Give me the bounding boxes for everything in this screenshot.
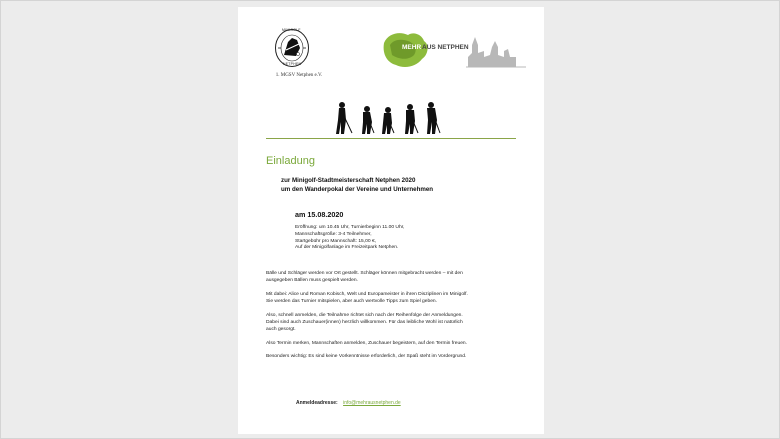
paragraph-line: Also, schnell anmelden, die Teilnahme richtet sich nach der Reihenfolge der Anmeldungen. (266, 313, 463, 318)
subtitle-line: zur Minigolf-Stadtmeisterschaft Netphen 2020 (281, 177, 416, 184)
detail-line: Startgebühr pro Mannschaft: 15,00 €, (295, 238, 377, 244)
event-date: am 15.08.2020 (295, 210, 344, 219)
divider-line (266, 138, 516, 139)
detail-line: Eröffnung: um 10.45 Uhr, Turnierbeginn 11.00 Uhr, (295, 225, 405, 230)
seal-top-text: MINIGOLF (282, 28, 301, 32)
paragraph-line: Also Termin merken, Mannschaften anmelden, Zuschauer begeistern, auf den Termin freuen. (266, 341, 467, 346)
paragraph-line: Dabei sind auch Zuschauer(innen) herzlich willkommen. Für das leibliche Wohl ist natürlich (266, 319, 463, 325)
contact-line (296, 400, 401, 406)
invitation-title: Einladung (266, 155, 315, 167)
golfer-silhouettes-image (330, 100, 456, 138)
paragraph-line: Mit dabei: Alice und Roman Kobisch, Welt und Europameister in ihren Disziplinen im Minigolf. (266, 292, 468, 297)
logo-mehr-text: MEHR (402, 44, 422, 51)
paragraph-guests (266, 292, 518, 306)
logo-aus-netphen-text: AUS NETPHEN (422, 44, 469, 51)
subtitle-line: um den Wanderpokal der Vereine und Unternehmen (281, 185, 434, 193)
paragraph-important (266, 354, 518, 361)
paragraph-line: Sie werden das Turnier mitspielen, aber auch wertvolle Tipps zum Spiel geben. (266, 298, 437, 304)
detail-line: Mannschaftsgröße: 3-4 Teilnehmer, (295, 231, 372, 237)
contact-label: Anmeldeadresse: (296, 400, 338, 406)
paragraph-line: Besonders wichtig: Es sind keine Vorkenntnisse erforderlich, der Spaß steht im Vordergrund. (266, 354, 467, 359)
paragraph-reminder (266, 341, 518, 348)
event-details (295, 225, 404, 252)
paragraph-registration (266, 313, 518, 333)
paragraph-line: Bälle und Schläger werden vor Ort gestellt. Schläger können mitgebracht werden – mit den (266, 271, 463, 276)
invitation-subtitle (281, 177, 433, 194)
club-caption: 1. MGSV Netphen e.V. (275, 73, 323, 78)
paragraph-equipment (266, 271, 518, 285)
paragraph-line: auch gesorgt. (266, 326, 296, 332)
detail-line: Auf der Minigolfanlage im Freizeitpark Netphen. (295, 245, 399, 251)
contact-email-link[interactable]: info@mehrausnetphen.de (343, 400, 401, 406)
seal-bottom-text: NETPHEN (283, 62, 302, 66)
document-page (238, 7, 544, 434)
paragraph-line: ausgegeben Bällen muss gespielt werden. (266, 277, 358, 283)
